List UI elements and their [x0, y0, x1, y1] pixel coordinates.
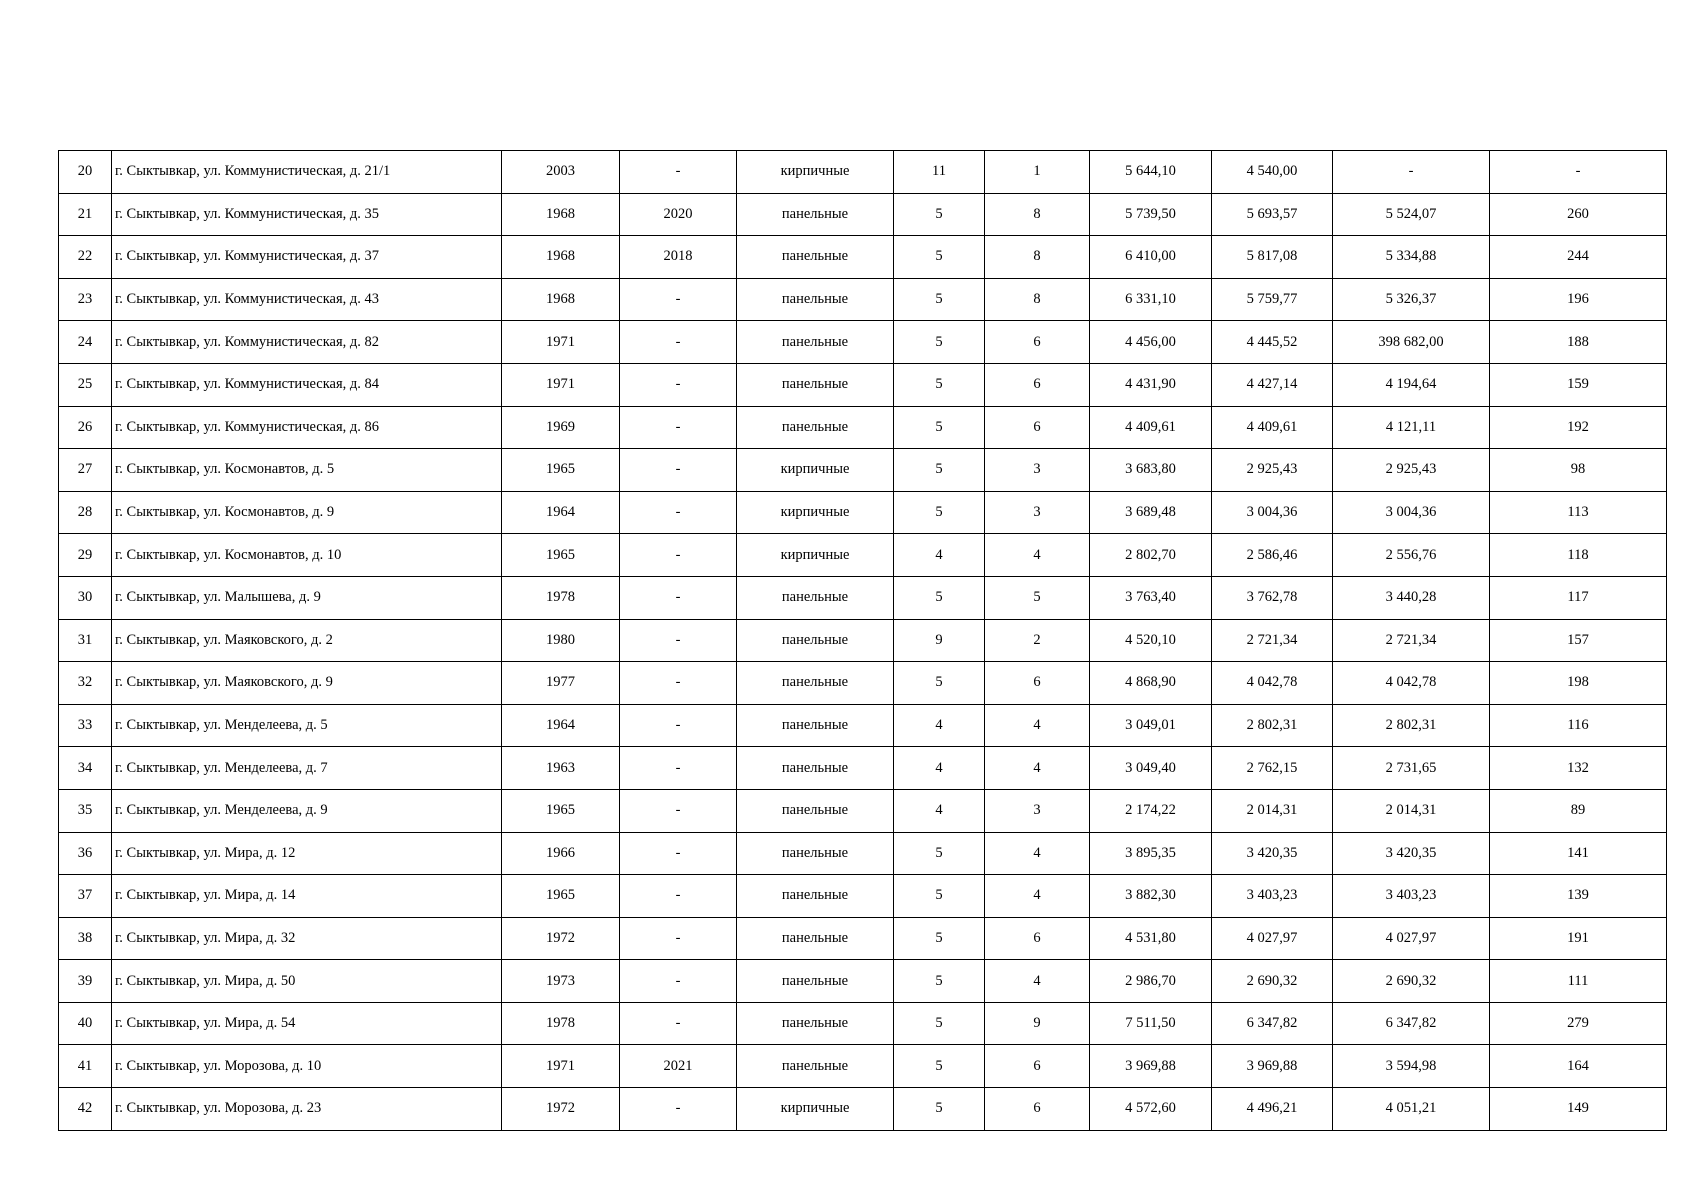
area-c-cell: 4 051,21	[1333, 1088, 1490, 1131]
residents-cell: -	[1490, 151, 1667, 194]
residents-cell: 149	[1490, 1088, 1667, 1131]
wall-material-cell: панельные	[737, 619, 894, 662]
area-c-cell: 5 524,07	[1333, 193, 1490, 236]
entrances-cell: 6	[985, 406, 1090, 449]
total-area-cell: 3 882,30	[1090, 875, 1212, 918]
repair-year-cell: -	[620, 832, 737, 875]
repair-year-cell: -	[620, 960, 737, 1003]
area-b-cell: 6 347,82	[1212, 1002, 1333, 1045]
total-area-cell: 3 969,88	[1090, 1045, 1212, 1088]
repair-year-cell: -	[620, 449, 737, 492]
table-row	[59, 662, 1667, 705]
address-cell: г. Сыктывкар, ул. Мира, д. 50	[112, 960, 502, 1003]
table-row	[59, 151, 1667, 194]
repair-year-cell: -	[620, 662, 737, 705]
area-c-cell: 2 014,31	[1333, 789, 1490, 832]
address-cell: г. Сыктывкар, ул. Коммунистическая, д. 21/1	[112, 151, 502, 194]
wall-material-cell: панельные	[737, 278, 894, 321]
floors-cell: 5	[894, 1088, 985, 1131]
residents-cell: 164	[1490, 1045, 1667, 1088]
total-area-cell: 4 431,90	[1090, 363, 1212, 406]
address-cell: г. Сыктывкар, ул. Мира, д. 14	[112, 875, 502, 918]
table-row	[59, 1088, 1667, 1131]
area-c-cell: -	[1333, 151, 1490, 194]
area-c-cell: 3 004,36	[1333, 491, 1490, 534]
residents-cell: 260	[1490, 193, 1667, 236]
area-b-cell: 5 693,57	[1212, 193, 1333, 236]
table-row	[59, 1002, 1667, 1045]
area-b-cell: 4 027,97	[1212, 917, 1333, 960]
residents-cell: 141	[1490, 832, 1667, 875]
area-b-cell: 4 496,21	[1212, 1088, 1333, 1131]
floors-cell: 5	[894, 1002, 985, 1045]
entrances-cell: 6	[985, 1088, 1090, 1131]
row-number-cell: 30	[59, 576, 112, 619]
repair-year-cell: -	[620, 789, 737, 832]
table-row	[59, 704, 1667, 747]
floors-cell: 4	[894, 534, 985, 577]
floors-cell: 5	[894, 875, 985, 918]
residents-cell: 196	[1490, 278, 1667, 321]
residents-cell: 116	[1490, 704, 1667, 747]
wall-material-cell: кирпичные	[737, 449, 894, 492]
area-c-cell: 4 027,97	[1333, 917, 1490, 960]
year-built-cell: 1980	[502, 619, 620, 662]
entrances-cell: 3	[985, 449, 1090, 492]
address-cell: г. Сыктывкар, ул. Маяковского, д. 2	[112, 619, 502, 662]
entrances-cell: 3	[985, 789, 1090, 832]
residents-cell: 279	[1490, 1002, 1667, 1045]
residents-cell: 244	[1490, 236, 1667, 279]
residents-cell: 111	[1490, 960, 1667, 1003]
total-area-cell: 5 739,50	[1090, 193, 1212, 236]
repair-year-cell: -	[620, 1002, 737, 1045]
wall-material-cell: панельные	[737, 236, 894, 279]
total-area-cell: 6 410,00	[1090, 236, 1212, 279]
wall-material-cell: панельные	[737, 875, 894, 918]
entrances-cell: 4	[985, 875, 1090, 918]
year-built-cell: 1971	[502, 321, 620, 364]
total-area-cell: 5 644,10	[1090, 151, 1212, 194]
residents-cell: 139	[1490, 875, 1667, 918]
entrances-cell: 5	[985, 576, 1090, 619]
repair-year-cell: -	[620, 619, 737, 662]
address-cell: г. Сыктывкар, ул. Малышева, д. 9	[112, 576, 502, 619]
address-cell: г. Сыктывкар, ул. Коммунистическая, д. 35	[112, 193, 502, 236]
entrances-cell: 1	[985, 151, 1090, 194]
floors-cell: 4	[894, 747, 985, 790]
area-b-cell: 3 969,88	[1212, 1045, 1333, 1088]
row-number-cell: 31	[59, 619, 112, 662]
floors-cell: 5	[894, 321, 985, 364]
row-number-cell: 39	[59, 960, 112, 1003]
address-cell: г. Сыктывкар, ул. Коммунистическая, д. 37	[112, 236, 502, 279]
year-built-cell: 1965	[502, 449, 620, 492]
entrances-cell: 9	[985, 1002, 1090, 1045]
residents-cell: 132	[1490, 747, 1667, 790]
wall-material-cell: панельные	[737, 917, 894, 960]
total-area-cell: 3 683,80	[1090, 449, 1212, 492]
area-c-cell: 4 121,11	[1333, 406, 1490, 449]
year-built-cell: 1969	[502, 406, 620, 449]
floors-cell: 5	[894, 491, 985, 534]
wall-material-cell: панельные	[737, 747, 894, 790]
area-b-cell: 3 004,36	[1212, 491, 1333, 534]
total-area-cell: 4 531,80	[1090, 917, 1212, 960]
address-cell: г. Сыктывкар, ул. Космонавтов, д. 5	[112, 449, 502, 492]
year-built-cell: 1968	[502, 193, 620, 236]
area-c-cell: 3 440,28	[1333, 576, 1490, 619]
floors-cell: 5	[894, 278, 985, 321]
area-b-cell: 2 721,34	[1212, 619, 1333, 662]
year-built-cell: 1963	[502, 747, 620, 790]
table-row	[59, 236, 1667, 279]
area-b-cell: 3 762,78	[1212, 576, 1333, 619]
table-row	[59, 875, 1667, 918]
table-row	[59, 534, 1667, 577]
area-b-cell: 5 817,08	[1212, 236, 1333, 279]
residents-cell: 188	[1490, 321, 1667, 364]
row-number-cell: 36	[59, 832, 112, 875]
floors-cell: 4	[894, 704, 985, 747]
entrances-cell: 8	[985, 278, 1090, 321]
repair-year-cell: -	[620, 278, 737, 321]
floors-cell: 5	[894, 576, 985, 619]
entrances-cell: 4	[985, 832, 1090, 875]
wall-material-cell: панельные	[737, 1045, 894, 1088]
entrances-cell: 6	[985, 917, 1090, 960]
year-built-cell: 1977	[502, 662, 620, 705]
wall-material-cell: панельные	[737, 363, 894, 406]
address-cell: г. Сыктывкар, ул. Коммунистическая, д. 82	[112, 321, 502, 364]
repair-year-cell: -	[620, 151, 737, 194]
area-c-cell: 4 194,64	[1333, 363, 1490, 406]
year-built-cell: 1972	[502, 1088, 620, 1131]
table-row	[59, 789, 1667, 832]
wall-material-cell: панельные	[737, 576, 894, 619]
residents-cell: 159	[1490, 363, 1667, 406]
year-built-cell: 1972	[502, 917, 620, 960]
total-area-cell: 6 331,10	[1090, 278, 1212, 321]
area-b-cell: 5 759,77	[1212, 278, 1333, 321]
year-built-cell: 1973	[502, 960, 620, 1003]
residents-cell: 191	[1490, 917, 1667, 960]
total-area-cell: 4 868,90	[1090, 662, 1212, 705]
area-c-cell: 5 334,88	[1333, 236, 1490, 279]
table-row	[59, 747, 1667, 790]
area-b-cell: 2 925,43	[1212, 449, 1333, 492]
repair-year-cell: 2020	[620, 193, 737, 236]
entrances-cell: 4	[985, 960, 1090, 1003]
address-cell: г. Сыктывкар, ул. Менделеева, д. 7	[112, 747, 502, 790]
area-b-cell: 4 409,61	[1212, 406, 1333, 449]
address-cell: г. Сыктывкар, ул. Космонавтов, д. 10	[112, 534, 502, 577]
table-row	[59, 193, 1667, 236]
area-b-cell: 2 586,46	[1212, 534, 1333, 577]
floors-cell: 5	[894, 449, 985, 492]
table-row	[59, 917, 1667, 960]
year-built-cell: 1971	[502, 1045, 620, 1088]
total-area-cell: 3 049,40	[1090, 747, 1212, 790]
row-number-cell: 40	[59, 1002, 112, 1045]
total-area-cell: 3 049,01	[1090, 704, 1212, 747]
row-number-cell: 22	[59, 236, 112, 279]
entrances-cell: 6	[985, 662, 1090, 705]
row-number-cell: 20	[59, 151, 112, 194]
wall-material-cell: кирпичные	[737, 491, 894, 534]
repair-year-cell: -	[620, 875, 737, 918]
address-cell: г. Сыктывкар, ул. Мира, д. 32	[112, 917, 502, 960]
residents-cell: 192	[1490, 406, 1667, 449]
repair-year-cell: -	[620, 747, 737, 790]
area-b-cell: 3 403,23	[1212, 875, 1333, 918]
total-area-cell: 4 572,60	[1090, 1088, 1212, 1131]
floors-cell: 5	[894, 960, 985, 1003]
row-number-cell: 35	[59, 789, 112, 832]
floors-cell: 5	[894, 406, 985, 449]
area-c-cell: 3 420,35	[1333, 832, 1490, 875]
year-built-cell: 1968	[502, 278, 620, 321]
residents-cell: 118	[1490, 534, 1667, 577]
floors-cell: 5	[894, 193, 985, 236]
repair-year-cell: -	[620, 704, 737, 747]
area-c-cell: 2 690,32	[1333, 960, 1490, 1003]
area-b-cell: 4 427,14	[1212, 363, 1333, 406]
area-c-cell: 398 682,00	[1333, 321, 1490, 364]
row-number-cell: 21	[59, 193, 112, 236]
table-row	[59, 449, 1667, 492]
repair-year-cell: -	[620, 406, 737, 449]
wall-material-cell: панельные	[737, 960, 894, 1003]
address-cell: г. Сыктывкар, ул. Коммунистическая, д. 43	[112, 278, 502, 321]
repair-year-cell: 2018	[620, 236, 737, 279]
repair-year-cell: -	[620, 534, 737, 577]
total-area-cell: 2 986,70	[1090, 960, 1212, 1003]
address-cell: г. Сыктывкар, ул. Космонавтов, д. 9	[112, 491, 502, 534]
area-b-cell: 4 042,78	[1212, 662, 1333, 705]
row-number-cell: 41	[59, 1045, 112, 1088]
row-number-cell: 33	[59, 704, 112, 747]
address-cell: г. Сыктывкар, ул. Менделеева, д. 9	[112, 789, 502, 832]
area-b-cell: 4 540,00	[1212, 151, 1333, 194]
entrances-cell: 3	[985, 491, 1090, 534]
entrances-cell: 6	[985, 1045, 1090, 1088]
area-c-cell: 3 594,98	[1333, 1045, 1490, 1088]
row-number-cell: 32	[59, 662, 112, 705]
wall-material-cell: панельные	[737, 1002, 894, 1045]
residents-cell: 89	[1490, 789, 1667, 832]
area-c-cell: 2 731,65	[1333, 747, 1490, 790]
year-built-cell: 1968	[502, 236, 620, 279]
repair-year-cell: -	[620, 363, 737, 406]
wall-material-cell: панельные	[737, 789, 894, 832]
total-area-cell: 2 802,70	[1090, 534, 1212, 577]
floors-cell: 5	[894, 236, 985, 279]
entrances-cell: 8	[985, 193, 1090, 236]
entrances-cell: 4	[985, 534, 1090, 577]
floors-cell: 5	[894, 917, 985, 960]
table-row	[59, 321, 1667, 364]
address-cell: г. Сыктывкар, ул. Морозова, д. 23	[112, 1088, 502, 1131]
year-built-cell: 1966	[502, 832, 620, 875]
residents-cell: 113	[1490, 491, 1667, 534]
repair-year-cell: -	[620, 321, 737, 364]
year-built-cell: 1978	[502, 576, 620, 619]
address-cell: г. Сыктывкар, ул. Менделеева, д. 5	[112, 704, 502, 747]
year-built-cell: 1971	[502, 363, 620, 406]
year-built-cell: 1964	[502, 704, 620, 747]
table-row	[59, 960, 1667, 1003]
wall-material-cell: панельные	[737, 193, 894, 236]
total-area-cell: 2 174,22	[1090, 789, 1212, 832]
wall-material-cell: кирпичные	[737, 534, 894, 577]
wall-material-cell: панельные	[737, 832, 894, 875]
area-c-cell: 2 556,76	[1333, 534, 1490, 577]
area-b-cell: 2 690,32	[1212, 960, 1333, 1003]
repair-year-cell: -	[620, 491, 737, 534]
row-number-cell: 23	[59, 278, 112, 321]
table-row	[59, 832, 1667, 875]
table-row	[59, 1045, 1667, 1088]
address-cell: г. Сыктывкар, ул. Коммунистическая, д. 84	[112, 363, 502, 406]
floors-cell: 5	[894, 662, 985, 705]
wall-material-cell: панельные	[737, 662, 894, 705]
area-b-cell: 4 445,52	[1212, 321, 1333, 364]
area-c-cell: 5 326,37	[1333, 278, 1490, 321]
entrances-cell: 8	[985, 236, 1090, 279]
area-b-cell: 3 420,35	[1212, 832, 1333, 875]
total-area-cell: 4 520,10	[1090, 619, 1212, 662]
residents-cell: 157	[1490, 619, 1667, 662]
year-built-cell: 1965	[502, 534, 620, 577]
row-number-cell: 24	[59, 321, 112, 364]
wall-material-cell: панельные	[737, 406, 894, 449]
table-row	[59, 491, 1667, 534]
address-cell: г. Сыктывкар, ул. Коммунистическая, д. 86	[112, 406, 502, 449]
floors-cell: 9	[894, 619, 985, 662]
year-built-cell: 1964	[502, 491, 620, 534]
entrances-cell: 6	[985, 363, 1090, 406]
area-b-cell: 2 762,15	[1212, 747, 1333, 790]
total-area-cell: 7 511,50	[1090, 1002, 1212, 1045]
area-c-cell: 4 042,78	[1333, 662, 1490, 705]
total-area-cell: 4 456,00	[1090, 321, 1212, 364]
address-cell: г. Сыктывкар, ул. Морозова, д. 10	[112, 1045, 502, 1088]
repair-year-cell: -	[620, 917, 737, 960]
table-body	[59, 151, 1667, 1131]
repair-year-cell: -	[620, 576, 737, 619]
floors-cell: 11	[894, 151, 985, 194]
floors-cell: 4	[894, 789, 985, 832]
table-row	[59, 406, 1667, 449]
row-number-cell: 37	[59, 875, 112, 918]
repair-year-cell: -	[620, 1088, 737, 1131]
row-number-cell: 38	[59, 917, 112, 960]
wall-material-cell: кирпичные	[737, 1088, 894, 1131]
floors-cell: 5	[894, 832, 985, 875]
entrances-cell: 4	[985, 704, 1090, 747]
table-row	[59, 576, 1667, 619]
row-number-cell: 42	[59, 1088, 112, 1131]
row-number-cell: 27	[59, 449, 112, 492]
entrances-cell: 2	[985, 619, 1090, 662]
entrances-cell: 6	[985, 321, 1090, 364]
year-built-cell: 1965	[502, 875, 620, 918]
residents-cell: 117	[1490, 576, 1667, 619]
wall-material-cell: панельные	[737, 704, 894, 747]
row-number-cell: 28	[59, 491, 112, 534]
area-c-cell: 2 802,31	[1333, 704, 1490, 747]
year-built-cell: 2003	[502, 151, 620, 194]
housing-registry-table	[58, 150, 1667, 1131]
area-b-cell: 2 802,31	[1212, 704, 1333, 747]
address-cell: г. Сыктывкар, ул. Мира, д. 12	[112, 832, 502, 875]
total-area-cell: 3 895,35	[1090, 832, 1212, 875]
year-built-cell: 1965	[502, 789, 620, 832]
repair-year-cell: 2021	[620, 1045, 737, 1088]
row-number-cell: 25	[59, 363, 112, 406]
total-area-cell: 3 763,40	[1090, 576, 1212, 619]
floors-cell: 5	[894, 1045, 985, 1088]
area-c-cell: 6 347,82	[1333, 1002, 1490, 1045]
area-c-cell: 3 403,23	[1333, 875, 1490, 918]
row-number-cell: 26	[59, 406, 112, 449]
total-area-cell: 3 689,48	[1090, 491, 1212, 534]
floors-cell: 5	[894, 363, 985, 406]
table-row	[59, 619, 1667, 662]
wall-material-cell: панельные	[737, 321, 894, 364]
entrances-cell: 4	[985, 747, 1090, 790]
row-number-cell: 29	[59, 534, 112, 577]
residents-cell: 98	[1490, 449, 1667, 492]
row-number-cell: 34	[59, 747, 112, 790]
area-c-cell: 2 721,34	[1333, 619, 1490, 662]
total-area-cell: 4 409,61	[1090, 406, 1212, 449]
table-row	[59, 363, 1667, 406]
area-b-cell: 2 014,31	[1212, 789, 1333, 832]
address-cell: г. Сыктывкар, ул. Маяковского, д. 9	[112, 662, 502, 705]
year-built-cell: 1978	[502, 1002, 620, 1045]
table-row	[59, 278, 1667, 321]
wall-material-cell: кирпичные	[737, 151, 894, 194]
residents-cell: 198	[1490, 662, 1667, 705]
area-c-cell: 2 925,43	[1333, 449, 1490, 492]
address-cell: г. Сыктывкар, ул. Мира, д. 54	[112, 1002, 502, 1045]
